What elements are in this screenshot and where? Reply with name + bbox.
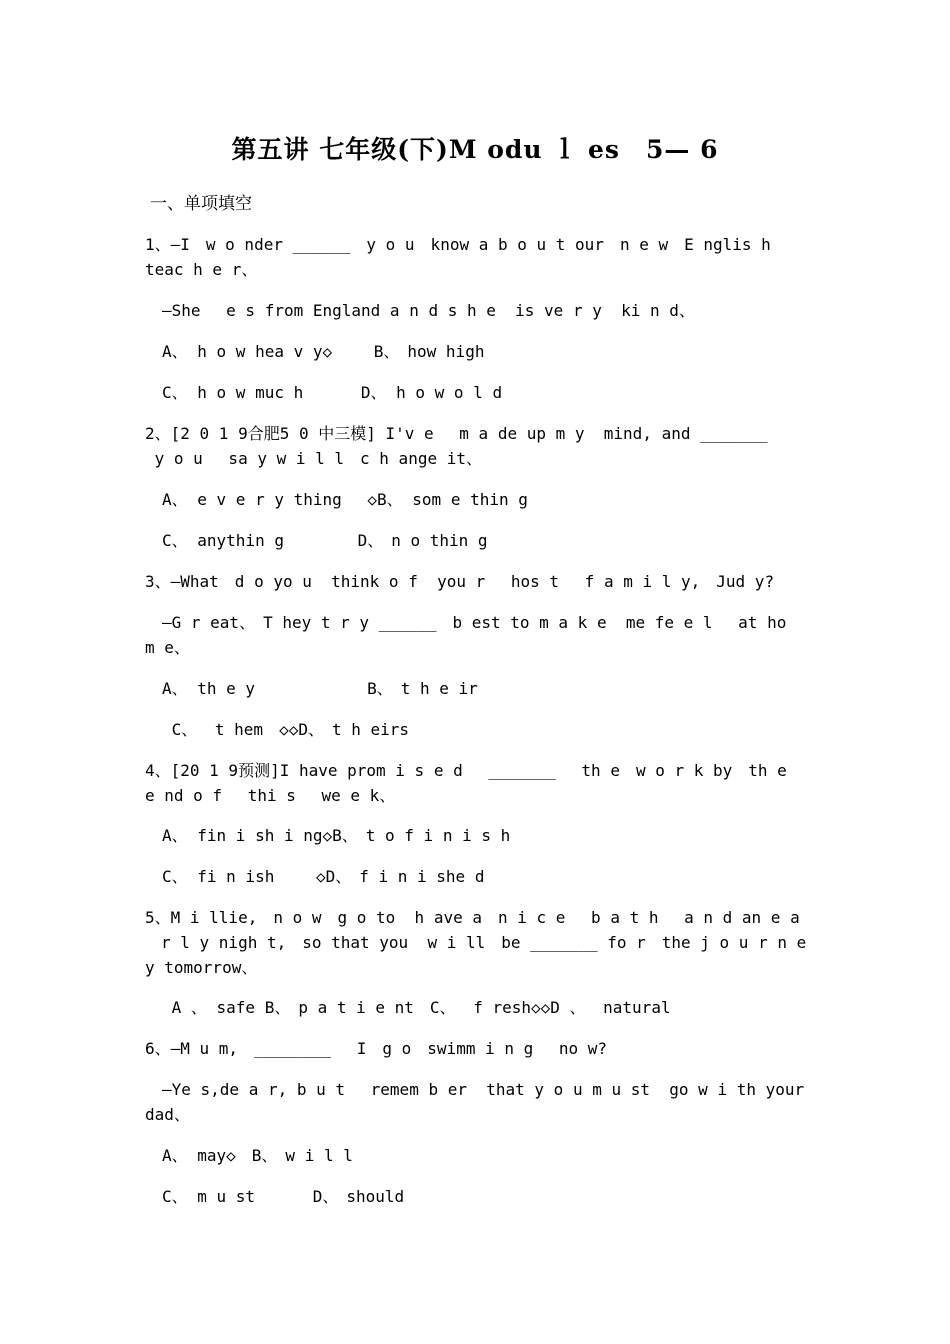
- question-stem-line: r l y nigh t, so that you w i ll be _______ fo r the j o u r n e: [145, 933, 807, 952]
- question-stem-line: 3、—What d o yo u think o f you r hos t f a m i l y, Jud y?: [145, 572, 775, 591]
- dialogue-line: dad、: [145, 1105, 190, 1124]
- question-stem-line: teac h e r、: [145, 260, 258, 279]
- options-line: A、 e v e r y thing ◇B、 som e thin g: [162, 490, 528, 509]
- question-stem-line: 1、—I w o nder ______ y o u know a b o u t our n e w E nglis h: [145, 235, 771, 254]
- options-line: C、 anythin g D、 n o thin g: [162, 531, 488, 550]
- dialogue-line: —G r eat、 T hey t r y ______ b est to m a k e me fe e l at ho: [162, 613, 787, 632]
- dialogue-line: m e、: [145, 638, 190, 657]
- question-stem-line: e nd o f thi s we e k、: [145, 786, 396, 805]
- document-title: 第五讲 七年级(下)M odu ｌ es 5— 6: [231, 135, 719, 164]
- question-stem-line: y tomorrow、: [145, 958, 258, 977]
- question-stem-line: 4、[20 1 9预测]I have prom i s e d _______ th e w o r k by th e: [145, 761, 787, 780]
- options-line: A、 fin i sh i ng◇B、 t o f i n i s h: [162, 826, 511, 845]
- question-stem-line: 6、—M u m, ________ I g o swimm i n g no w?: [145, 1039, 608, 1058]
- options-line: C、 m u st D、 should: [162, 1187, 405, 1206]
- question-stem-line: 5、M i llie, n o w g o to h ave a n i c e b a t h a n d an e a: [145, 908, 800, 927]
- options-line: C、 h o w muc h D、 h o w o l d: [162, 383, 503, 402]
- section-heading: 一、单项填空: [150, 194, 252, 214]
- dialogue-line: —Ye s,de a r, b u t remem b er that y o u m u st go w i th your: [162, 1080, 805, 1099]
- options-line: C、 fi n ish ◇D、 f i n i she d: [162, 867, 485, 886]
- options-line: A、 may◇ B、 w i l l: [162, 1146, 353, 1165]
- dialogue-line: —She e s from England a n d s h e is ve r y ki n d、: [162, 301, 695, 320]
- question-stem-line: 2、[2 0 1 9合肥5 0 中三模] I'v e m a de up m y mind, and _______: [145, 424, 768, 443]
- options-line: A、 h o w hea v y◇ B、 how high: [162, 342, 485, 361]
- question-stem-line: y o u sa y w i l l c h ange it、: [145, 449, 482, 468]
- options-line: A 、 safe B、 p a t i e nt C、 f resh◇◇D 、 natural: [162, 998, 671, 1017]
- options-line: A、 th e y B、 t h e ir: [162, 679, 478, 698]
- options-line: C、 t hem ◇◇D、 t h eirs: [162, 720, 410, 739]
